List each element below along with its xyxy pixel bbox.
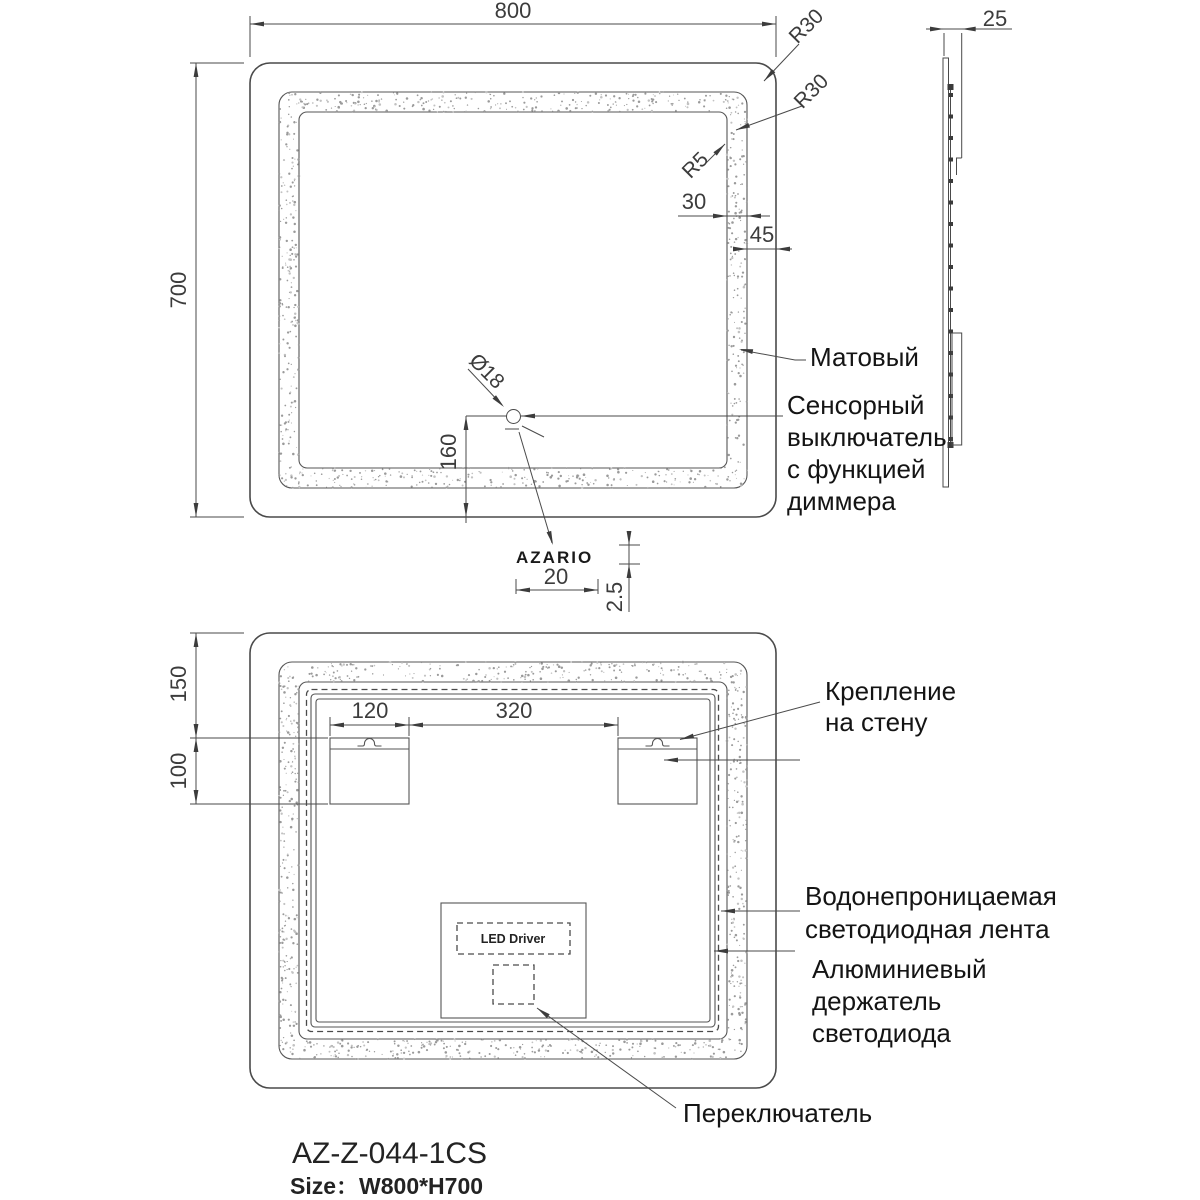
- front-view: [250, 63, 776, 517]
- label-matte: Матовый: [810, 342, 919, 372]
- strip-end-cap-top: [948, 84, 954, 90]
- label-switch: Переключатель: [683, 1098, 873, 1128]
- led-driver-assembly: [441, 903, 586, 1018]
- dim-width: 800: [494, 0, 532, 23]
- dim-bracket-gap: 320: [495, 698, 533, 723]
- dimension-lines: [190, 16, 1012, 1108]
- keyhole-slot-right: [646, 739, 670, 747]
- dim-sensor-diameter: Ø18: [464, 349, 509, 394]
- side-bottom-bracket: [952, 333, 962, 445]
- label-strip-line2: светодиодная лента: [805, 914, 1050, 944]
- label-strip-line1: Водонепроницаемая: [805, 881, 1057, 911]
- dim-band-width: 30: [681, 189, 707, 214]
- label-sensor-line3: с функцией: [787, 454, 926, 484]
- label-holder-line3: светодиода: [812, 1018, 951, 1048]
- front-frosted-band-inner: [299, 112, 727, 468]
- dim-height: 700: [166, 271, 191, 309]
- switch-box: [493, 965, 534, 1004]
- dim-logo-stroke: 2.5: [602, 581, 627, 613]
- model-number: AZ-Z-044-1CS: [292, 1137, 488, 1170]
- dim-r-outer: R30: [784, 4, 829, 49]
- label-sensor-line1: Сенсорный: [787, 390, 925, 420]
- annotations: [166, 0, 1057, 1199]
- dim-logo-width: 20: [543, 564, 569, 589]
- aluminium-holder-inner: [316, 699, 710, 1022]
- dim-bracket-from-top: 150: [166, 665, 191, 703]
- size-note: Size：W800*H700: [290, 1173, 484, 1199]
- wall-bracket-left: [330, 738, 409, 804]
- dim-depth: 25: [982, 6, 1008, 31]
- label-sensor-line4: диммера: [787, 486, 896, 516]
- brand-logo: AZARIO: [516, 548, 594, 567]
- wall-bracket-right: [618, 738, 697, 804]
- dim-sensor-from-bottom: 160: [436, 433, 461, 471]
- dim-bracket-width: 120: [351, 698, 389, 723]
- dim-r-mid: R30: [789, 69, 834, 114]
- rear-frosted-band-inner: [299, 682, 727, 1039]
- led-driver-label: LED Driver: [480, 932, 546, 946]
- label-holder-line1: Алюминиевый: [812, 954, 987, 984]
- dim-bracket-height: 100: [166, 752, 191, 790]
- waterproof-led-strip-outline: [307, 690, 719, 1032]
- front-mirror-outline: [250, 63, 776, 517]
- driver-housing: [441, 903, 586, 1018]
- side-top-hanger-hook: [957, 158, 962, 175]
- label-mount-line1: Крепление: [825, 676, 957, 706]
- touch-sensor-mark: [507, 410, 521, 424]
- dim-r-inner: R5: [677, 147, 714, 184]
- keyhole-slot-left: [358, 739, 382, 747]
- label-mount-line2: на стену: [825, 707, 928, 737]
- label-holder-line2: держатель: [812, 986, 942, 1016]
- aluminium-holder-outer: [311, 694, 715, 1027]
- dim-band-offset: 45: [749, 222, 775, 247]
- label-sensor-line2: выключатель: [787, 422, 947, 452]
